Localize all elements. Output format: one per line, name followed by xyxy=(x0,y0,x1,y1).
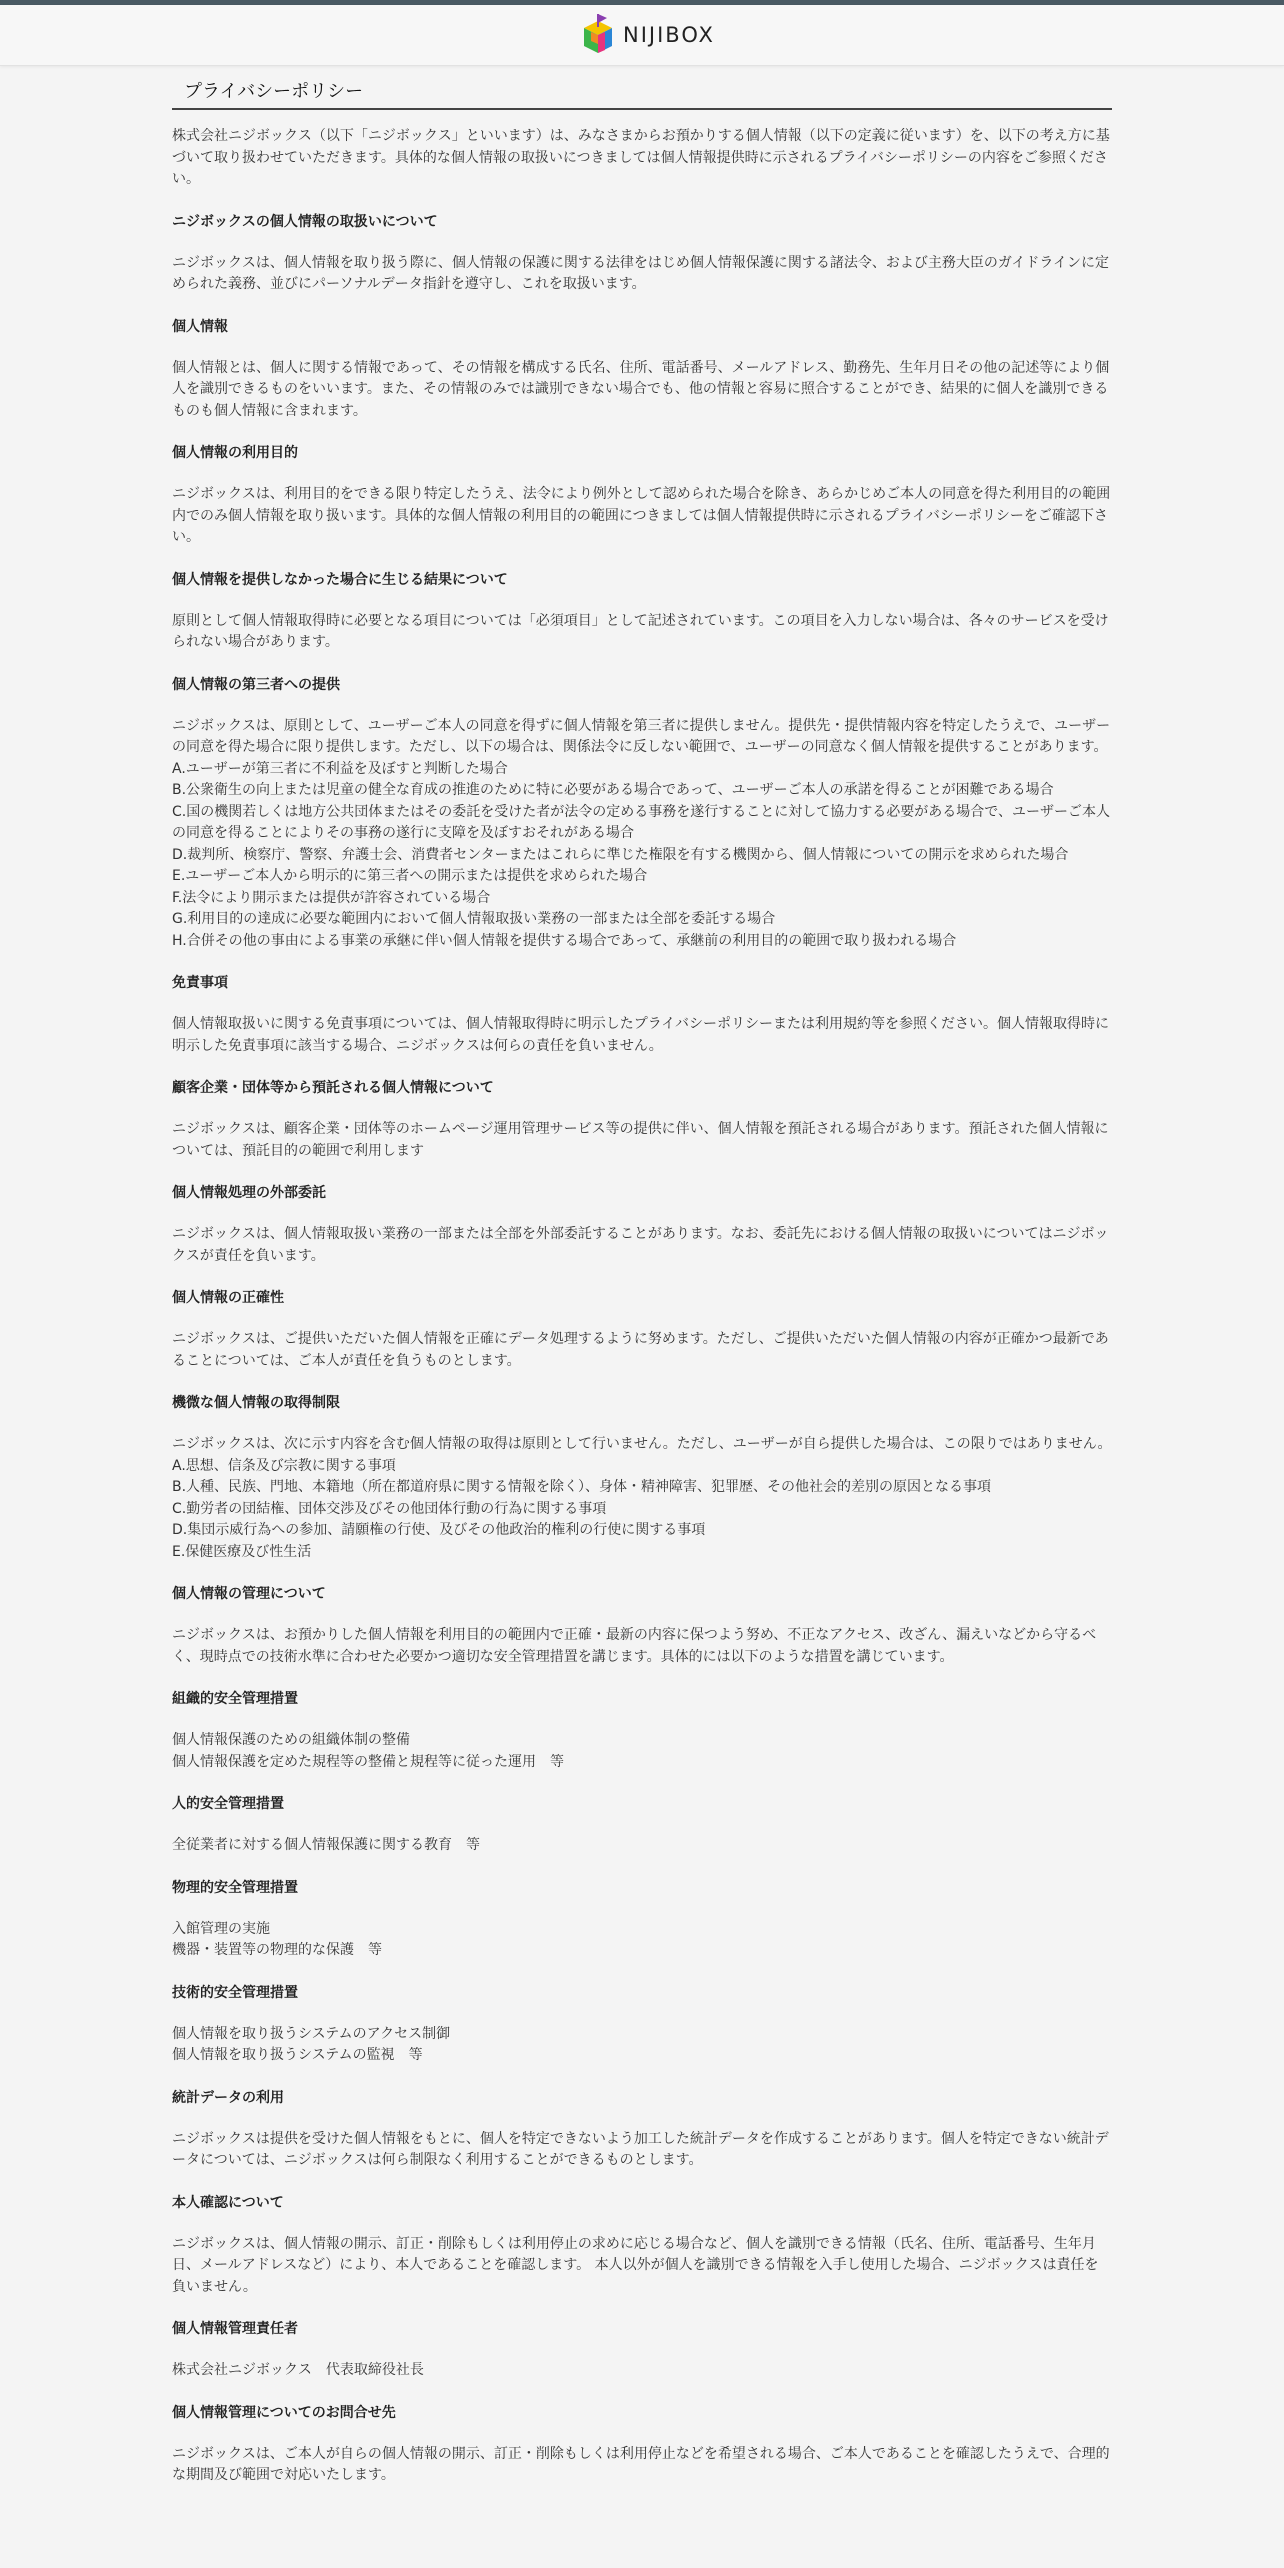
section-body-line: 入館管理の実施 xyxy=(172,1920,270,1937)
section-body xyxy=(172,2129,1112,2172)
section-body-line: 個人情報取扱いに関する免責事項については、個人情報取得時に明示したプライバシーポリシーまたは利用規約等を参照ください。個人情報取得時に明示した免責事項に該当する場合、ニジボックスは何らの責任を負いません。 xyxy=(172,1016,1110,1054)
section-body-line: B.人種、民族、門地、本籍地（所在都道府県に関する情報を除く）、身体・精神障害、犯罪歴、その他社会的差別の原因となる事項 xyxy=(172,1479,992,1495)
section-body xyxy=(172,1625,1112,1668)
nijibox-logo[interactable] xyxy=(581,12,715,58)
section-heading: 免責事項 xyxy=(172,975,228,991)
section-body-line: 機器・装置等の物理的な保護 等 xyxy=(172,1942,382,1958)
section-body xyxy=(172,2024,1112,2067)
section-body xyxy=(172,253,1112,296)
section-body-line: 原則として個人情報取得時に必要となる項目については「必須項目」として記述されています。この項目を入力しない場合は、各々のサービスを受けられない場合があります。 xyxy=(172,612,1109,650)
logo-text: NIJIBOX xyxy=(623,23,715,47)
section-body xyxy=(172,2444,1112,2487)
section-body-line: E.ユーザーご本人から明示的に第三者への開示または提供を求められた場合 xyxy=(172,868,648,884)
section-body-line: ニジボックスは、次に示す内容を含む個人情報の取得は原則として行いません。ただし、ユーザーが自ら提供した場合は、この限りではありません。 xyxy=(172,1436,1112,1452)
section-heading: 顧客企業・団体等から預託される個人情報について xyxy=(172,1080,494,1096)
policy-section xyxy=(172,1077,1112,1162)
page-title-bar xyxy=(172,78,1112,110)
section-heading: 個人情報の利用目的 xyxy=(172,445,298,461)
section-body xyxy=(172,1224,1112,1267)
section-body-line: C.勤労者の団結権、団体交渉及びその他団体行動の行為に関する事項 xyxy=(172,1500,607,1517)
section-body-line: G.利用目的の達成に必要な範囲内において個人情報取扱い業務の一部または全部を委託する場合 xyxy=(172,911,776,927)
policy-section xyxy=(172,2318,1112,2382)
section-heading: 個人情報管理についてのお問合せ先 xyxy=(172,2404,396,2421)
section-body xyxy=(172,716,1112,953)
policy-section xyxy=(172,1182,1112,1267)
policy-section xyxy=(172,1392,1112,1563)
section-body-line: F.法令により開示または提供が許容されている場合 xyxy=(172,889,491,906)
policy-section xyxy=(172,1688,1112,1773)
section-body-line: H.合併その他の事由による事業の承継に伴い個人情報を提供する場合であって、承継前の利用目的の範囲で取り扱われる場合 xyxy=(172,932,957,949)
page-title: プライバシーポリシー xyxy=(184,81,364,102)
section-body-line: A.思想、信条及び宗教に関する事項 xyxy=(172,1457,396,1474)
policy-section xyxy=(172,569,1112,654)
section-body xyxy=(172,484,1112,549)
section-body-line: D.集団示威行為への参加、請願権の行使、及びその他政治的権利の行使に関する事項 xyxy=(172,1522,706,1538)
section-body-line: ニジボックスは、ご提供いただいた個人情報を正確にデータ処理するように努めます。ただし、ご提供いただいた個人情報の内容が正確かつ最新であることについては、ご本人が責任を負うものとします。 xyxy=(172,1331,1109,1369)
policy-section xyxy=(172,442,1112,549)
section-body-line: ニジボックスは、原則として、ユーザーご本人の同意を得ずに個人情報を第三者に提供しません。提供先・提供情報内容を特定したうえで、ユーザーの同意を得た場合に限り提供します。ただし、以下の場合は、関係法令に反しない範囲で、ユーザーの同意なく個人情報を提供することがあります。 xyxy=(172,717,1111,755)
section-body xyxy=(172,1119,1112,1162)
section-body xyxy=(172,2360,1112,2382)
section-heading: ニジボックスの個人情報の取扱いについて xyxy=(172,213,438,230)
section-body xyxy=(172,1730,1112,1773)
section-heading: 個人情報 xyxy=(172,318,228,335)
policy-section xyxy=(172,1982,1112,2067)
section-heading: 技術的安全管理措置 xyxy=(172,1984,298,2001)
policy-section xyxy=(172,972,1112,1057)
section-body-line: C.国の機関若しくは地方公共団体またはその委託を受けた者が法令の定める事務を遂行することに対して協力する必要がある場合で、ユーザーご本人の同意を得ることによりその事務の遂行に支障を及ぼすおそれがある場合 xyxy=(172,803,1110,841)
section-body-line: ニジボックスは提供を受けた個人情報をもとに、個人を特定できないよう加工した統計データを作成することがあります。個人を特定できない統計データについては、ニジボックスは何ら制限なく利用することができるものとします。 xyxy=(172,2130,1109,2168)
section-body-line: 個人情報を取り扱うシステムの監視 等 xyxy=(172,2047,423,2063)
section-body-line: 個人情報を取り扱うシステムのアクセス制御 xyxy=(172,2025,451,2042)
section-body-line: 個人情報保護のための組織体制の整備 xyxy=(172,1732,410,1748)
section-body-line: ニジボックスは、ご本人が自らの個人情報の開示、訂正・削除もしくは利用停止などを希望される場合、ご本人であることを確認したうえで、合理的な期間及び範囲で対応いたします。 xyxy=(172,2445,1110,2483)
section-body-line: 全従業者に対する個人情報保護に関する教育 等 xyxy=(172,1837,480,1853)
section-heading: 機微な個人情報の取得制限 xyxy=(172,1395,340,1411)
policy-section xyxy=(172,1877,1112,1962)
section-body xyxy=(172,1919,1112,1962)
section-body xyxy=(172,358,1112,423)
section-heading: 個人情報の管理について xyxy=(172,1586,326,1602)
policy-section xyxy=(172,316,1112,423)
section-heading: 統計データの利用 xyxy=(172,2089,284,2106)
section-heading: 本人確認について xyxy=(172,2194,284,2211)
section-body xyxy=(172,2234,1112,2299)
section-heading: 個人情報の正確性 xyxy=(172,1290,284,1306)
section-heading: 個人情報を提供しなかった場合に生じる結果について xyxy=(172,571,508,588)
section-body xyxy=(172,1835,1112,1857)
section-body xyxy=(172,1434,1112,1563)
section-body-line: A.ユーザーが第三者に不利益を及ぼすと判断した場合 xyxy=(172,760,508,777)
section-body-line: D.裁判所、検察庁、警察、弁護士会、消費者センターまたはこれらに準じた権限を有する機関から、個人情報についての開示を求められた場合 xyxy=(172,846,1069,863)
site-header xyxy=(0,5,1284,66)
section-body-line: ニジボックスは、利用目的をできる限り特定したうえ、法令により例外として認められた場合を除き、あらかじめご本人の同意を得た利用目的の範囲内でのみ個人情報を取り扱います。具体的な個人情報の利用目的の範囲につきましては個人情報提供時に示されるプライバシーポリシーをご確認下さい。 xyxy=(172,486,1111,545)
section-heading: 物理的安全管理措置 xyxy=(172,1879,298,1896)
policy-section xyxy=(172,2087,1112,2172)
policy-section xyxy=(172,1583,1112,1668)
nijibox-cube-icon xyxy=(581,13,615,57)
section-heading: 人的安全管理措置 xyxy=(172,1796,284,1812)
policy-section xyxy=(172,674,1112,953)
section-heading: 個人情報管理責任者 xyxy=(172,2321,298,2337)
section-body-line: ニジボックスは、お預かりした個人情報を利用目的の範囲内で正確・最新の内容に保つよう努め、不正なアクセス、改ざん、漏えいなどから守るべく、現時点での技術水準に合わせた必要かつ適切な安全管理措置を講じます。具体的には以下のような措置を講じています。 xyxy=(172,1627,1097,1665)
section-body-line: E.保健医療及び性生活 xyxy=(172,1543,312,1560)
policy-section xyxy=(172,2192,1112,2299)
section-body xyxy=(172,1329,1112,1372)
section-body-line: ニジボックスは、顧客企業・団体等のホームページ運用管理サービス等の提供に伴い、個人情報を預託される場合があります。預託された個人情報については、預託目的の範囲で利用します xyxy=(172,1121,1109,1159)
section-heading: 組織的安全管理措置 xyxy=(172,1691,298,1707)
section-heading: 個人情報の第三者への提供 xyxy=(172,676,340,693)
section-body-line: 個人情報保護を定めた規程等の整備と規程等に従った運用 等 xyxy=(172,1753,564,1770)
policy-section xyxy=(172,1287,1112,1372)
main-content xyxy=(172,78,1112,2507)
section-body-line: 個人情報とは、個人に関する情報であって、その情報を構成する氏名、住所、電話番号、メールアドレス、勤務先、生年月日その他の記述等により個人を識別できるものをいいます。また、その情報のみでは識別できない場合でも、他の情報と容易に照合することができ、結果的に個人を識別できるものも個人情報に含まれます。 xyxy=(172,359,1110,419)
intro-paragraph: 株式会社ニジボックス（以下「ニジボックス」といいます）は、みなさまからお預かりする個人情報（以下の定義に従います）を、以下の考え方に基づいて取り扱わせていただきます。具体的な個人情報の取扱いにつきましては個人情報提供時に示されるプライバシーポリシーの内容をご参照ください。 xyxy=(172,128,1110,187)
section-body-line: B.公衆衛生の向上または児童の健全な育成の推進のために特に必要がある場合であって、ユーザーご本人の承諾を得ることが困難である場合 xyxy=(172,782,1054,798)
section-body-line: 株式会社ニジボックス 代表取締役社長 xyxy=(172,2362,424,2378)
section-body-line: ニジボックスは、個人情報取扱い業務の一部または全部を外部委託することがあります。なお、委託先における個人情報の取扱いについてはニジボックスが責任を負います。 xyxy=(172,1226,1109,1264)
policy-section xyxy=(172,1793,1112,1857)
policy-section xyxy=(172,211,1112,296)
policy-section xyxy=(172,2402,1112,2487)
section-heading: 個人情報処理の外部委託 xyxy=(172,1185,326,1201)
section-body xyxy=(172,1014,1112,1057)
section-body-line: ニジボックスは、個人情報の開示、訂正・削除もしくは利用停止の求めに応じる場合など、個人を識別できる情報（氏名、住所、電話番号、生年月日、メールアドレスなど）により、本人であることを確認します。 本人以外が個人を識別できる情報を入手し使用した場合、ニジボックスは責任を負いません。 xyxy=(172,2235,1099,2295)
policy-sections xyxy=(172,211,1112,2487)
section-body xyxy=(172,611,1112,654)
section-body-line: ニジボックスは、個人情報を取り扱う際に、個人情報の保護に関する法律をはじめ個人情報保護に関する諸法令、および主務大臣のガイドラインに定められた義務、並びにパーソナルデータ指針を遵守し、これを取扱います。 xyxy=(172,254,1110,292)
